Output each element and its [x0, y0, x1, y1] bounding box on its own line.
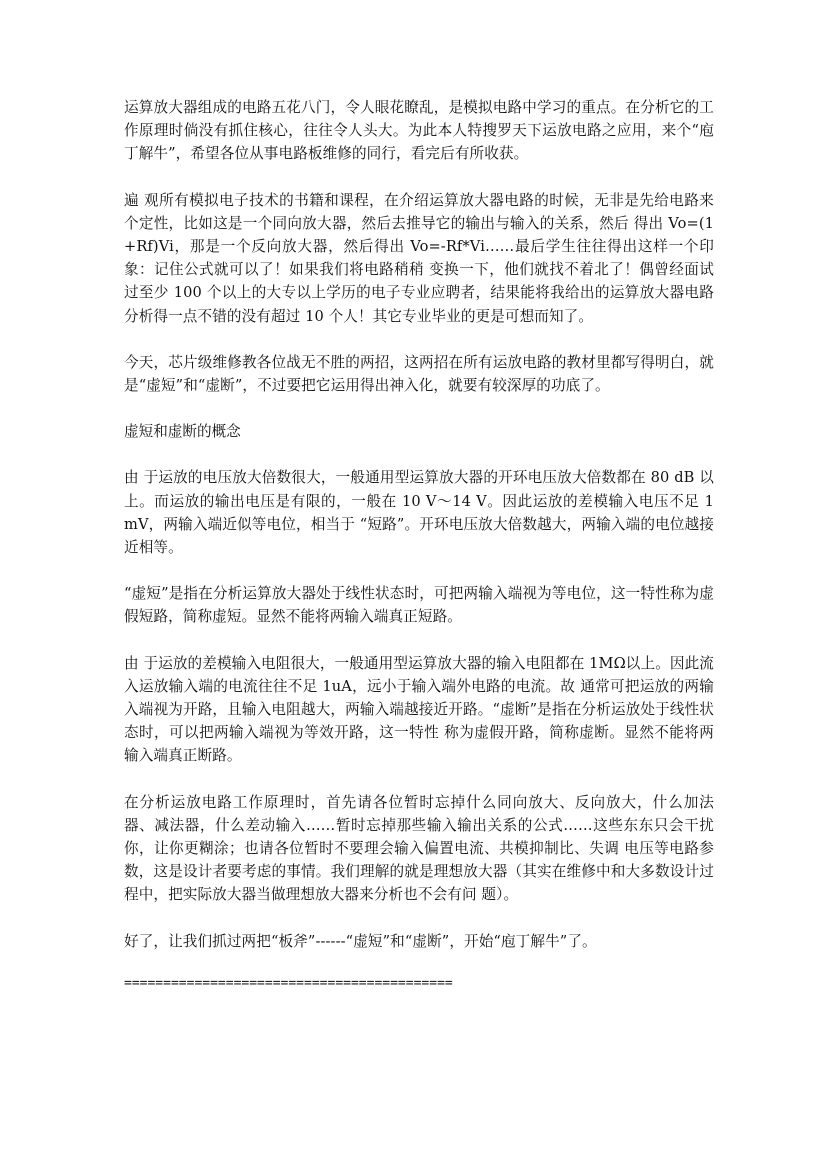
section-title: 虚短和虚断的概念	[124, 423, 241, 441]
textbook-critique-paragraph: 遍 观所有模拟电子技术的书籍和课程，在介绍运算放大器电路的时候，无非是先给电路来个定性，比如这是一个同向放大器，然后去推导它的输出与输入的关系，然后 得出 Vo=(1+Rf)Vi，那是一个反向放大器，然后得出 Vo=-Rf*Vi……最后学生往往得出这样一个印象：记住公式就可以了！如果我们将电路稍稍 变换一下，他们就找不着北了！偶曾经面试过至少 100 个以上的大专以上学历的电子专业应聘者，结果能将我给出的运算放大器电路分析得一点不错的没有超过 10 个人！其它专业毕业的更是可想而知了。	[124, 191, 714, 325]
closing-paragraph: 好了，让我们抓过两把“板斧”------“虚短”和“虚断”，开始“庖丁解牛”了。	[124, 932, 597, 950]
virtual-short-definition: “虚短”是指在分析运算放大器处于线性状态时，可把两输入端视为等电位，这一特性称为虚假短路，简称虚短。显然不能将两输入端真正短路。	[124, 585, 714, 626]
document-page	[124, 96, 714, 992]
virtual-short-explanation: 由 于运放的电压放大倍数很大，一般通用型运算放大器的开环电压放大倍数都在 80 dB 以上。而运放的输出电压是有限的，一般在 10 V～14 V。因此运放的差模输入电压不足 1 mV，两输入端近似等电位，相当于 “短路”。开环电压放大倍数越大，两输入端的电位越接近相等。	[124, 469, 714, 557]
virtual-open-explanation: 由 于运放的差模输入电阻很大，一般通用型运算放大器的输入电阻都在 1MΩ以上。因此流入运放输入端的电流往往不足 1uA，远小于输入端外电路的电流。故 通常可把运放的两输入端视为开路，且输入电阻越大，两输入端越接近开路。“虚断”是指在分析运放处于线性状态时，可以把两输入端视为等效开路，这一特性 称为虚假开路，简称虚断。显然不能将两输入端真正断路。	[124, 654, 714, 765]
analysis-advice-paragraph: 在分析运放电路工作原理时，首先请各位暂时忘掉什么同向放大、反向放大，什么加法 器、减法器，什么差动输入……暂时忘掉那些输入输出关系的公式……这些东东只会干扰你，让你更糊涂；也请各位暂时不要理会输入偏置电流、共模抑制比、失调 电压等电路参数，这是设计者要考虑的事情。我们理解的就是理想放大器（其实在维修中和大多数设计过程中，把实际放大器当做理想放大器来分析也不会有问 题）。	[124, 793, 714, 904]
intro-paragraph: 运算放大器组成的电路五花八门，令人眼花瞭乱，是模拟电路中学习的重点。在分析它的工作原理时倘没有抓住核心，往往令人头大。为此本人特搜罗天下运放电路之应用，来个“庖丁解牛”，希望各位从事电路板维修的同行，看完后有所收获。	[124, 99, 714, 163]
two-tricks-paragraph: 今天，芯片级维修教各位战无不胜的两招，这两招在所有运放电路的教材里都写得明白，就是“虚短”和“虚断”，不过要把它运用得出神入化，就要有较深厚的功底了。	[124, 353, 714, 395]
section-divider: ==========================================	[124, 975, 453, 991]
